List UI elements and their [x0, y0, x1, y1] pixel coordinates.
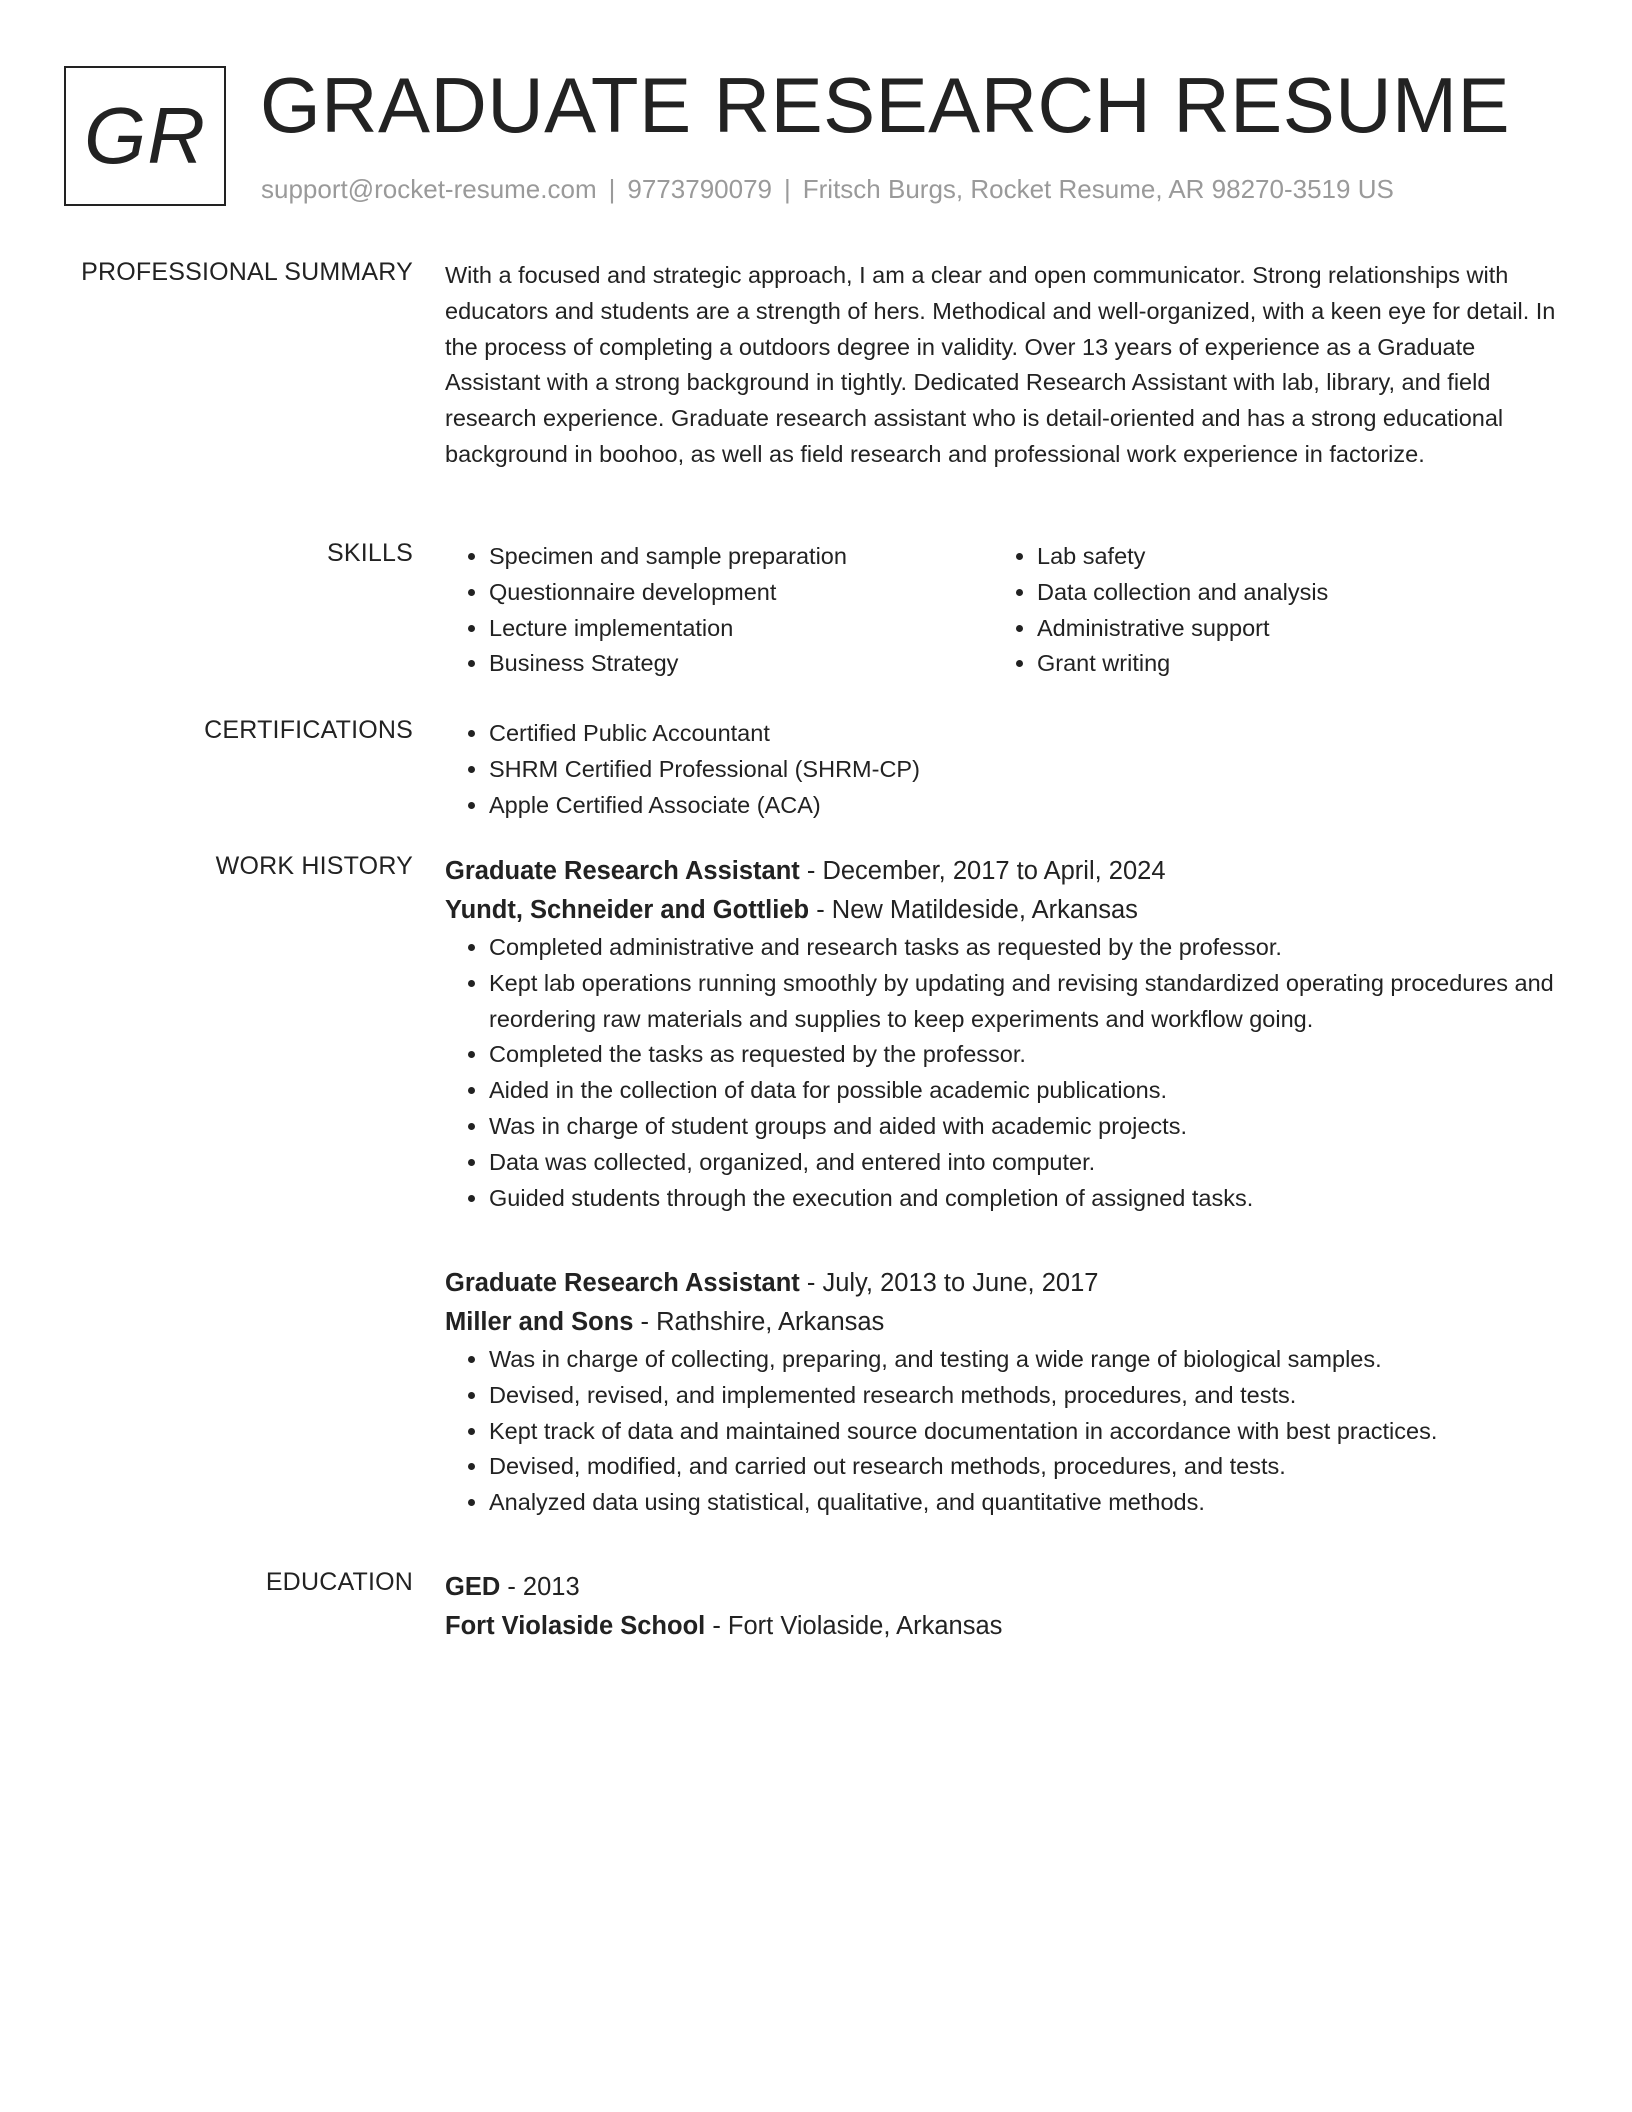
job-location: - Rathshire, Arkansas	[633, 1308, 885, 1336]
resume-header	[64, 61, 1568, 210]
certifications-list	[445, 716, 1565, 823]
summary-text: With a focused and strategic approach, I am a clear and open communicator. Strong relationships with educators and students are a strength of hers. Methodical and well-organized, with a keen eye for detail. In the process of completing a outdoors degree in validity. Over 13 years of experience as a Graduate Assistant with a strong background in tightly. Dedicated Research Assistant with lab, library, and field research experience. Graduate research assistant who is detail-oriented and has a strong educational background in boohoo, as well as field research and professional work experience in factorize.	[445, 262, 1556, 467]
resume-title: GRADUATE RESEARCH RESUME	[260, 61, 1511, 149]
skills-list-right	[993, 539, 1541, 682]
education-heading: EDUCATION	[265, 1568, 413, 1596]
education-degree-line	[445, 1568, 1565, 1607]
job-bullet: • Completed administrative and research tasks as requested by the professor.	[489, 930, 1565, 966]
monogram-logo: GR	[64, 66, 226, 206]
work-history-heading: WORK HISTORY	[215, 852, 413, 880]
job-bullet: • Devised, revised, and implemented research methods, procedures, and tests.	[489, 1378, 1565, 1414]
job-company-line	[445, 891, 1565, 930]
skill-item: • Lab safety	[1037, 539, 1541, 575]
contact-line	[261, 174, 1394, 205]
job-bullet: • Was in charge of student groups and aided with academic projects.	[489, 1109, 1565, 1145]
job-dates: - December, 2017 to April, 2024	[799, 857, 1166, 885]
certification-item: • Apple Certified Associate (ACA)	[489, 788, 1565, 824]
contact-separator: |	[784, 174, 791, 204]
job-bullet: • Data was collected, organized, and entered into computer.	[489, 1145, 1565, 1181]
job-location: - New Matildeside, Arkansas	[809, 896, 1138, 924]
education-school: Fort Violaside School	[445, 1612, 706, 1640]
job-entry	[445, 852, 1565, 1216]
skill-item: • Business Strategy	[489, 646, 993, 682]
job-bullet-list	[445, 930, 1565, 1216]
certifications-heading: CERTIFICATIONS	[204, 716, 413, 744]
contact-address: Fritsch Burgs, Rocket Resume, AR 98270-3519 US	[802, 174, 1394, 204]
job-bullet: • Guided students through the execution and completion of assigned tasks.	[489, 1181, 1565, 1217]
education-location: - Fort Violaside, Arkansas	[705, 1612, 1003, 1640]
contact-separator: |	[608, 174, 616, 204]
job-title-line	[445, 1264, 1565, 1303]
contact-phone: 9773790079	[627, 174, 772, 204]
job-company: Miller and Sons	[445, 1308, 634, 1336]
job-entry	[445, 1264, 1565, 1521]
job-company: Yundt, Schneider and Gottlieb	[445, 896, 810, 924]
job-bullet: • Completed the tasks as requested by the professor.	[489, 1037, 1565, 1073]
job-bullet: • Devised, modified, and carried out research methods, procedures, and tests.	[489, 1449, 1565, 1485]
skill-item: • Grant writing	[1037, 646, 1541, 682]
job-bullet: • Kept lab operations running smoothly by updating and revising standardized operating procedures and reordering raw materials and supplies to keep experiments and workflow going.	[489, 966, 1565, 1038]
job-title: Graduate Research Assistant	[445, 857, 800, 885]
skill-item: • Questionnaire development	[489, 575, 993, 611]
job-bullet: • Aided in the collection of data for possible academic publications.	[489, 1073, 1565, 1109]
job-bullet-list	[445, 1342, 1565, 1521]
skill-item: • Lecture implementation	[489, 611, 993, 647]
certification-item: • Certified Public Accountant	[489, 716, 1565, 752]
job-company-line	[445, 1303, 1565, 1342]
job-title-line	[445, 852, 1565, 891]
job-title: Graduate Research Assistant	[445, 1269, 800, 1297]
skills-heading: SKILLS	[327, 539, 413, 567]
skill-item: • Specimen and sample preparation	[489, 539, 993, 575]
skill-item: • Administrative support	[1037, 611, 1541, 647]
job-bullet: • Was in charge of collecting, preparing, and testing a wide range of biological samples.	[489, 1342, 1565, 1378]
job-bullet: • Analyzed data using statistical, qualitative, and quantitative methods.	[489, 1485, 1565, 1521]
job-dates: - July, 2013 to June, 2017	[799, 1269, 1099, 1297]
education-year: - 2013	[500, 1573, 580, 1601]
contact-email: support@rocket-resume.com	[261, 174, 597, 204]
skill-item: • Data collection and analysis	[1037, 575, 1541, 611]
job-bullet: • Kept track of data and maintained source documentation in accordance with best practices.	[489, 1414, 1565, 1450]
education-school-line	[445, 1607, 1565, 1646]
education-degree: GED	[445, 1573, 501, 1601]
certification-item: • SHRM Certified Professional (SHRM-CP)	[489, 752, 1565, 788]
summary-heading: PROFESSIONAL SUMMARY	[81, 258, 413, 286]
skills-list-left	[445, 539, 993, 682]
